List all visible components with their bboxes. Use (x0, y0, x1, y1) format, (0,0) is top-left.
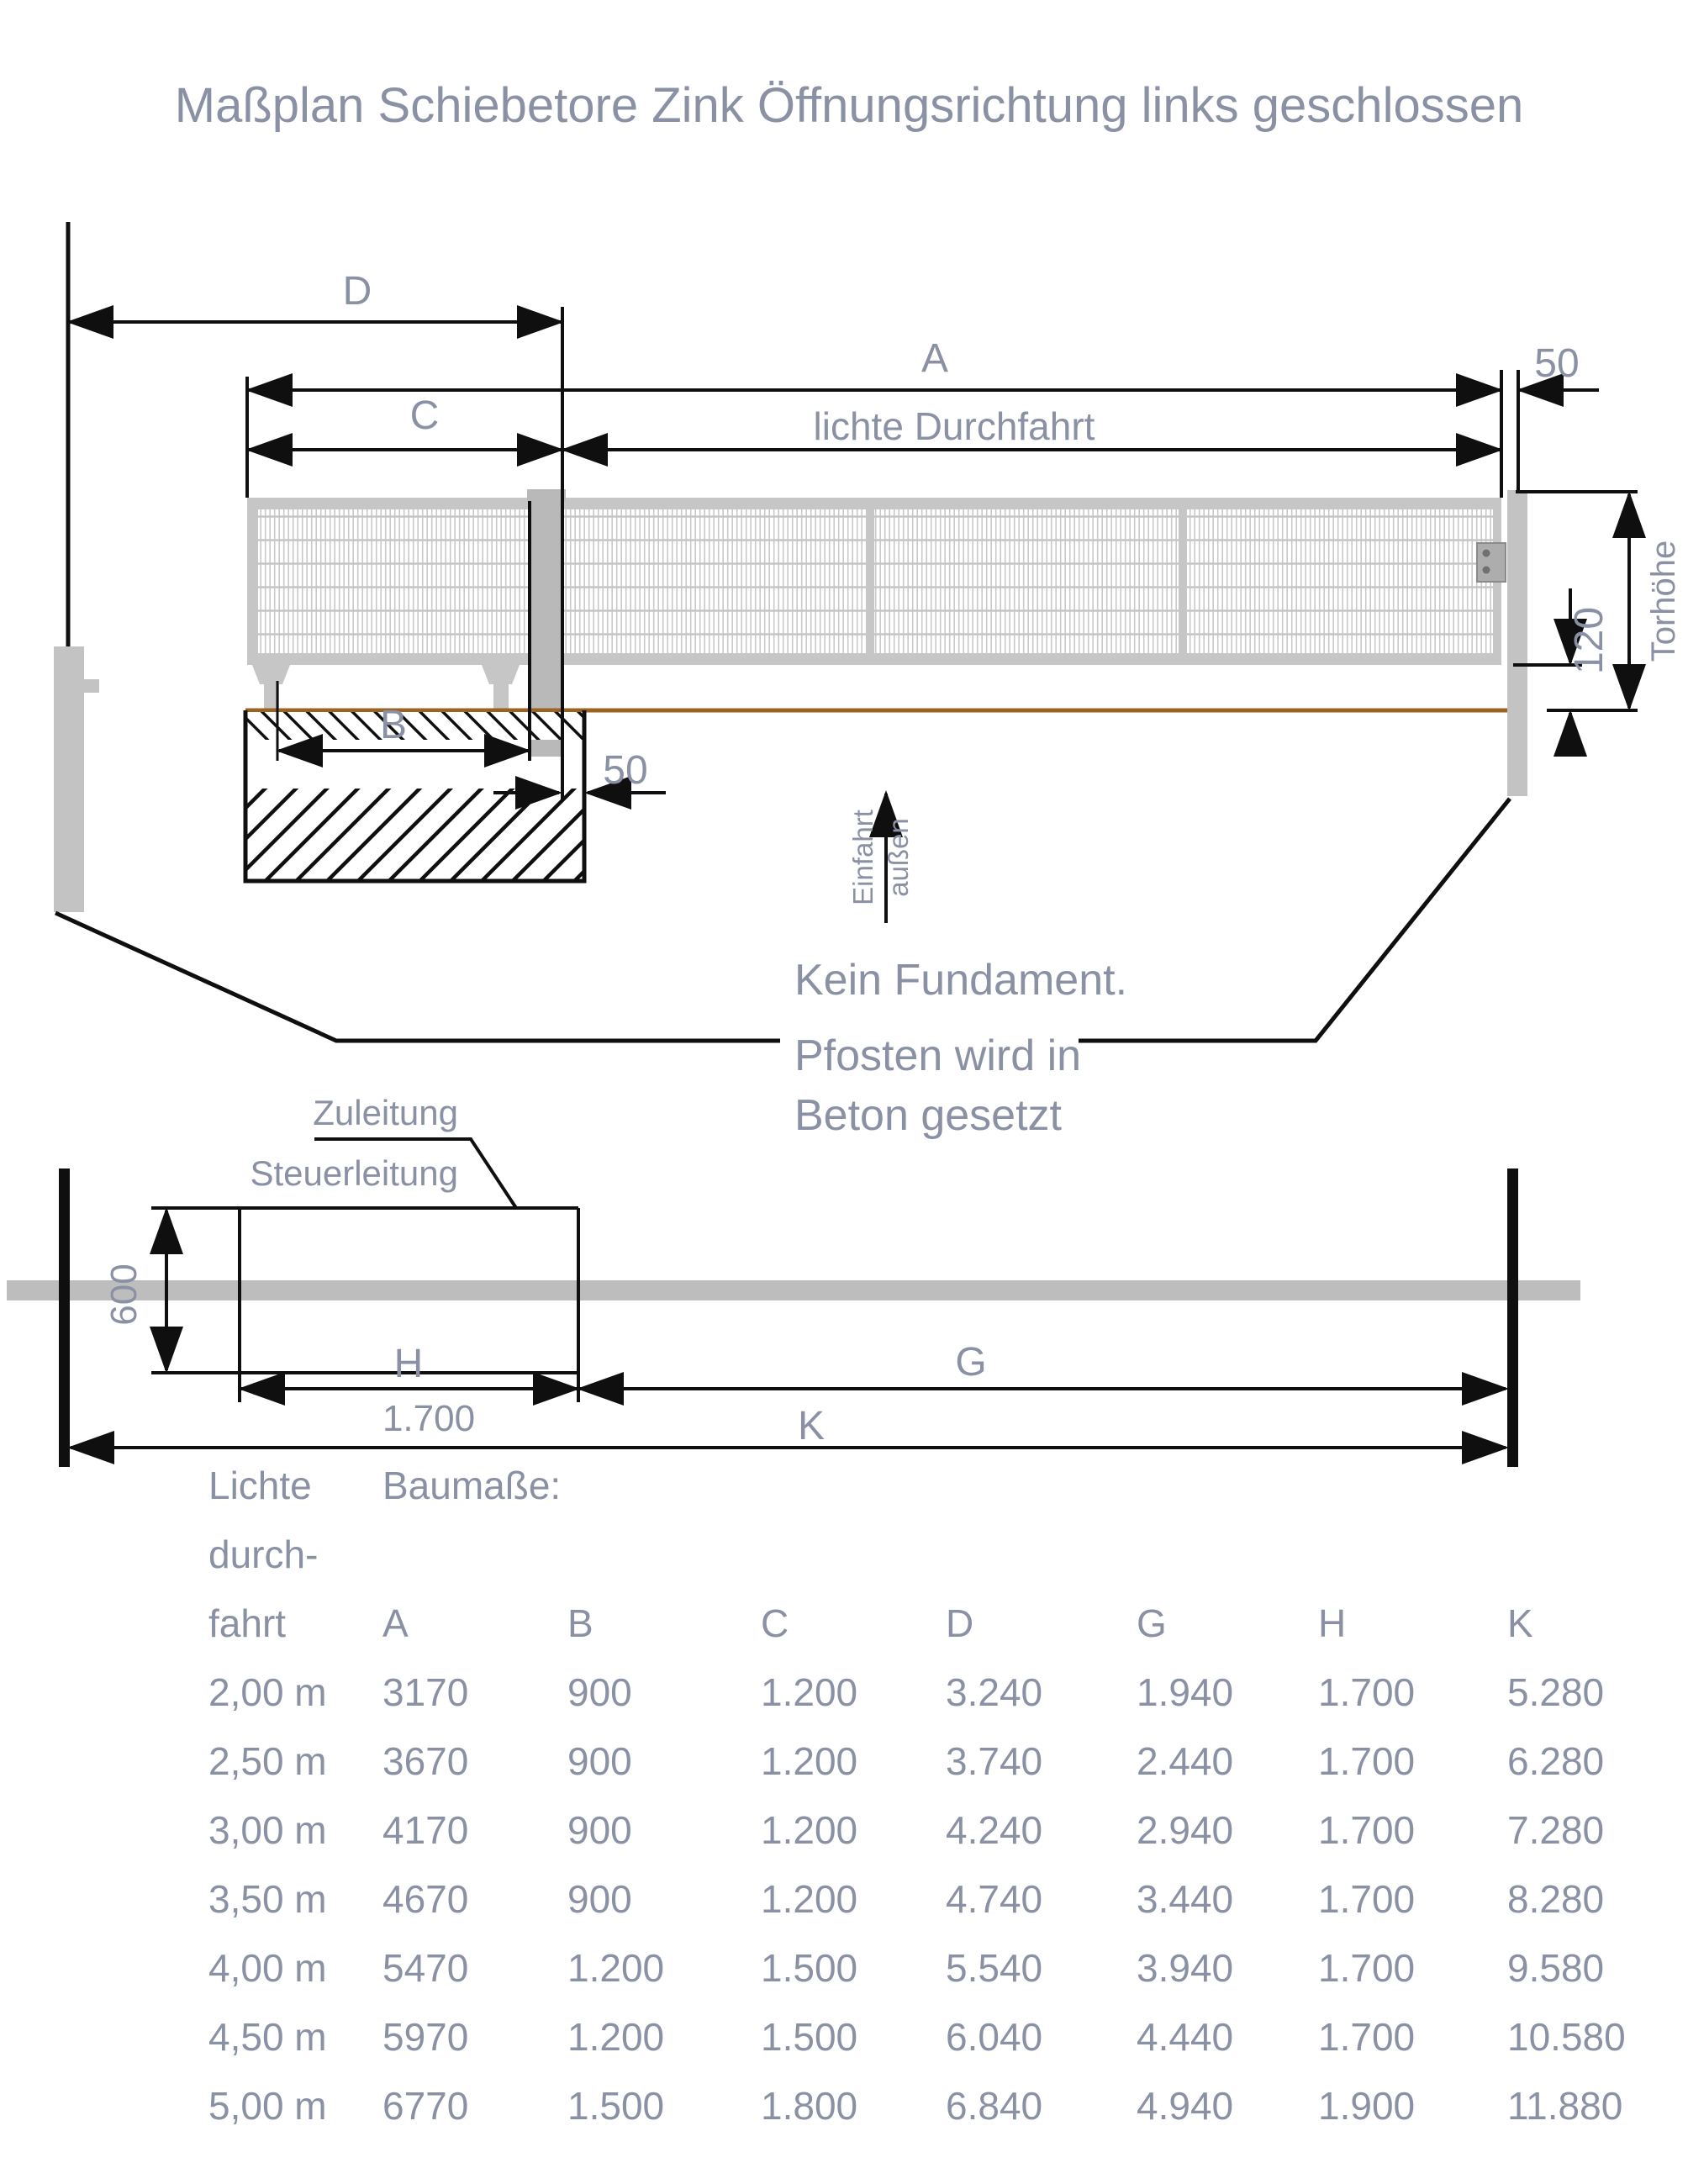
table-cell-G: 1.940 (1137, 1670, 1234, 1714)
table-cell-G: 2.440 (1137, 1739, 1234, 1783)
note-line-3: Beton gesetzt (794, 1091, 1062, 1140)
table-cell-size: 4,50 m (208, 2015, 327, 2059)
dim-label-C: C (409, 393, 440, 438)
note-line-1: Kein Fundament. (794, 956, 1128, 1005)
note-leader-left (55, 913, 780, 1041)
aussen-label: außen (883, 818, 914, 897)
table-cell-B: 1.200 (567, 2015, 665, 2059)
dim-label-torhoehe: Torhöhe (1645, 540, 1682, 662)
table-cell-A: 5470 (382, 1946, 469, 1990)
table-cell-C: 1.800 (761, 2084, 858, 2128)
table-cell-D: 6.040 (946, 2015, 1043, 2059)
table-cell-G: 4.940 (1137, 2084, 1234, 2128)
foundation-surface-hatch (247, 712, 583, 740)
einfahrt-label: Einfahrt (847, 810, 878, 905)
gate-left-stile (247, 498, 258, 665)
table-cell-K: 11.880 (1507, 2084, 1623, 2128)
table-cell-D: 5.540 (946, 1946, 1043, 1990)
table-header-lichte: Lichte (208, 1464, 312, 1507)
table-column-header-H: H (1318, 1601, 1347, 1645)
gate-lock (1477, 543, 1506, 582)
table-column-header-G: G (1137, 1601, 1167, 1645)
table-cell-D: 3.740 (946, 1739, 1043, 1783)
table-cell-D: 4.240 (946, 1808, 1043, 1852)
dim-label-600: 600 (103, 1263, 145, 1326)
foundation (245, 710, 584, 881)
table-cell-H: 1.700 (1318, 1670, 1416, 1714)
table-cell-A: 3170 (382, 1670, 469, 1714)
table-cell-K: 7.280 (1507, 1808, 1605, 1852)
einfahrt-arrow-group (847, 794, 914, 923)
gate-bottom-rail (247, 653, 1501, 665)
dim-label-1700: 1.700 (382, 1398, 476, 1439)
table-column-header-B: B (567, 1601, 593, 1645)
table-cell-H: 1.700 (1318, 1808, 1416, 1852)
dim-label-A: A (920, 336, 949, 381)
dim-label-lichte-durchfahrt: lichte Durchfahrt (813, 404, 1095, 448)
dim-label-120: 120 (1567, 606, 1612, 675)
table-cell-G: 2.940 (1137, 1808, 1234, 1852)
table-cell-size: 5,00 m (208, 2084, 327, 2128)
plan-view (7, 1093, 1580, 1467)
plan-right-post (1507, 1168, 1518, 1467)
table-cell-H: 1.700 (1318, 2015, 1416, 2059)
gate-top-rail (247, 498, 1501, 509)
table-cell-K: 5.280 (1507, 1670, 1605, 1714)
table-cell-B: 900 (567, 1739, 632, 1783)
table-cell-K: 9.580 (1507, 1946, 1605, 1990)
table-column-header-D: D (946, 1601, 974, 1645)
table-header-baumasse: Baumaße: (382, 1464, 562, 1507)
steuerleitung-label: Steuerleitung (250, 1153, 458, 1193)
plan-left-post (59, 1168, 70, 1467)
table-cell-A: 4170 (382, 1808, 469, 1852)
gate-foot-left-flare (252, 665, 290, 684)
dim-label-K: K (797, 1404, 826, 1448)
table-cell-G: 3.940 (1137, 1946, 1234, 1990)
gate-foot-right-flare (482, 665, 520, 684)
table-cell-size: 3,00 m (208, 1808, 327, 1852)
dim-label-D: D (342, 269, 372, 314)
dim-label-B: B (379, 703, 408, 747)
table-cell-B: 1.500 (567, 2084, 665, 2128)
table-cell-B: 900 (567, 1670, 632, 1714)
table-cell-C: 1.200 (761, 1808, 858, 1852)
table-cell-D: 6.840 (946, 2084, 1043, 2128)
gate-mullion-1 (866, 509, 874, 653)
table-cell-C: 1.200 (761, 1739, 858, 1783)
zuleitung-label: Zuleitung (313, 1093, 458, 1132)
table-cell-H: 1.700 (1318, 1877, 1416, 1921)
left-post (54, 646, 99, 912)
table-cell-size: 3,50 m (208, 1877, 327, 1921)
table-cell-size: 4,00 m (208, 1946, 327, 1990)
table-cell-size: 2,00 m (208, 1670, 327, 1714)
gate-leaf (247, 498, 1506, 710)
table-cell-H: 1.700 (1318, 1739, 1416, 1783)
table-cell-B: 900 (567, 1877, 632, 1921)
dim-label-50-bottom: 50 (603, 748, 648, 793)
note-line-2: Pfosten wird in (794, 1031, 1082, 1080)
table-cell-B: 900 (567, 1808, 632, 1852)
table-cell-H: 1.700 (1318, 1946, 1416, 1990)
table-column-header-A: A (382, 1601, 409, 1645)
gate-mullion-2 (1179, 509, 1187, 653)
table-cell-A: 3670 (382, 1739, 469, 1783)
table-cell-A: 5970 (382, 2015, 469, 2059)
track-band (7, 1280, 1580, 1300)
table-cell-K: 8.280 (1507, 1877, 1605, 1921)
dimension-table (208, 1461, 1671, 2150)
table-cell-D: 3.240 (946, 1670, 1043, 1714)
table-cell-B: 1.200 (567, 1946, 665, 1990)
page-title: Maßplan Schiebetore Zink Öffnungsrichtung links geschlossen (174, 78, 1524, 133)
elevation-view (54, 222, 1682, 1140)
plan-dimension-lines (71, 1211, 1506, 1448)
note-leader-right (1079, 799, 1510, 1041)
table-cell-A: 4670 (382, 1877, 469, 1921)
dim-label-50-top: 50 (1534, 341, 1580, 386)
table-cell-D: 4.740 (946, 1877, 1043, 1921)
table-cell-G: 3.440 (1137, 1877, 1234, 1921)
table-cell-C: 1.500 (761, 1946, 858, 1990)
table-cell-H: 1.900 (1318, 2084, 1416, 2128)
table-cell-K: 6.280 (1507, 1739, 1605, 1783)
plan-foundation (151, 1208, 578, 1402)
dim-label-H: H (393, 1342, 424, 1386)
table-cell-K: 10.580 (1507, 2015, 1626, 2059)
right-post (1507, 490, 1527, 796)
gate-foot-right-leg (493, 684, 509, 710)
table-cell-C: 1.500 (761, 2015, 858, 2059)
table-header-durch: durch- (208, 1532, 319, 1576)
dim-label-G: G (955, 1340, 987, 1385)
table-column-header-C: C (761, 1601, 789, 1645)
table-cell-A: 6770 (382, 2084, 469, 2128)
table-cell-size: 2,50 m (208, 1739, 327, 1783)
foundation-body-hatch (247, 789, 583, 879)
table-column-header-K: K (1507, 1601, 1533, 1645)
table-header-fahrt: fahrt (208, 1601, 287, 1645)
table-cell-C: 1.200 (761, 1877, 858, 1921)
table-cell-G: 4.440 (1137, 2015, 1234, 2059)
table-cell-C: 1.200 (761, 1670, 858, 1714)
